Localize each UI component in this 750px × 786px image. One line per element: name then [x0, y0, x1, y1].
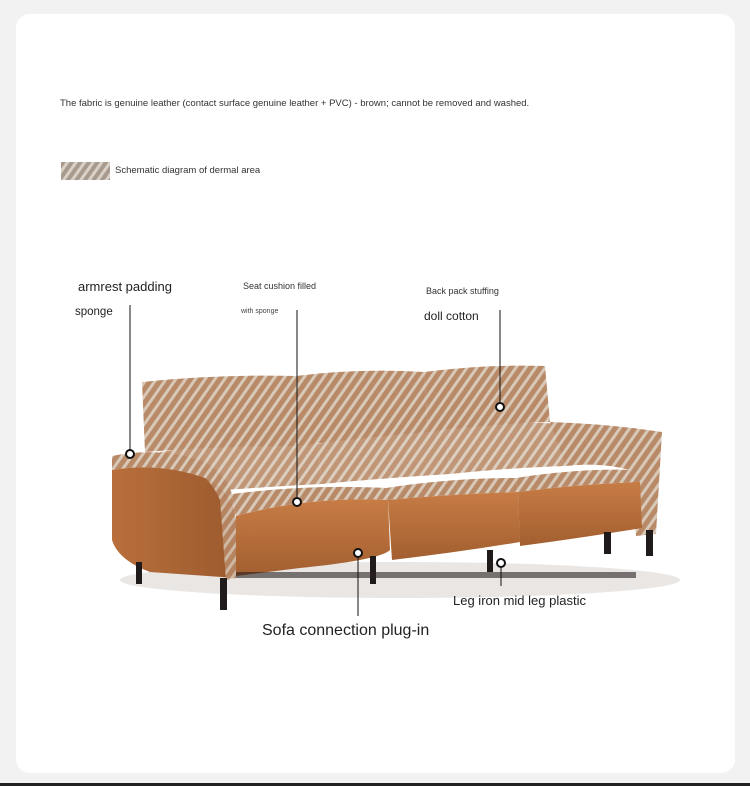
seat-front-right: [518, 482, 642, 546]
leg-dot: [497, 559, 505, 567]
leg-middle-1: [370, 556, 376, 584]
leg-middle-2: [487, 550, 493, 572]
leg-right-back: [646, 530, 653, 556]
leg-label: Leg iron mid leg plastic: [453, 593, 586, 608]
leg-front-left: [136, 562, 142, 584]
back-cushion-right: [424, 366, 550, 432]
connection-label: Sofa connection plug-in: [262, 622, 430, 639]
base-rail: [236, 572, 636, 578]
armrest-dot: [126, 450, 134, 458]
leg-right-front: [604, 532, 611, 554]
legend-label: Schematic diagram of dermal area: [115, 165, 261, 176]
armrest-detail: sponge: [75, 306, 113, 318]
seat-dot: [293, 498, 301, 506]
armrest-title: armrest padding: [78, 279, 172, 294]
seat-detail: with sponge: [241, 308, 279, 315]
leg-front-left-inner: [220, 578, 227, 610]
back-detail: doll cotton: [424, 309, 479, 323]
back-dot: [496, 403, 504, 411]
seat-title: Seat cushion filled: [243, 281, 317, 291]
back-cushion-left: [142, 376, 298, 452]
connection-dot: [354, 549, 362, 557]
back-title: Back pack stuffing: [426, 286, 499, 296]
fabric-description: The fabric is genuine leather (contact surface genuine leather + PVC) - brown; cannot be removed and washed.: [60, 98, 530, 109]
seat-front-middle: [388, 492, 520, 560]
lower-back-right: [445, 423, 566, 474]
